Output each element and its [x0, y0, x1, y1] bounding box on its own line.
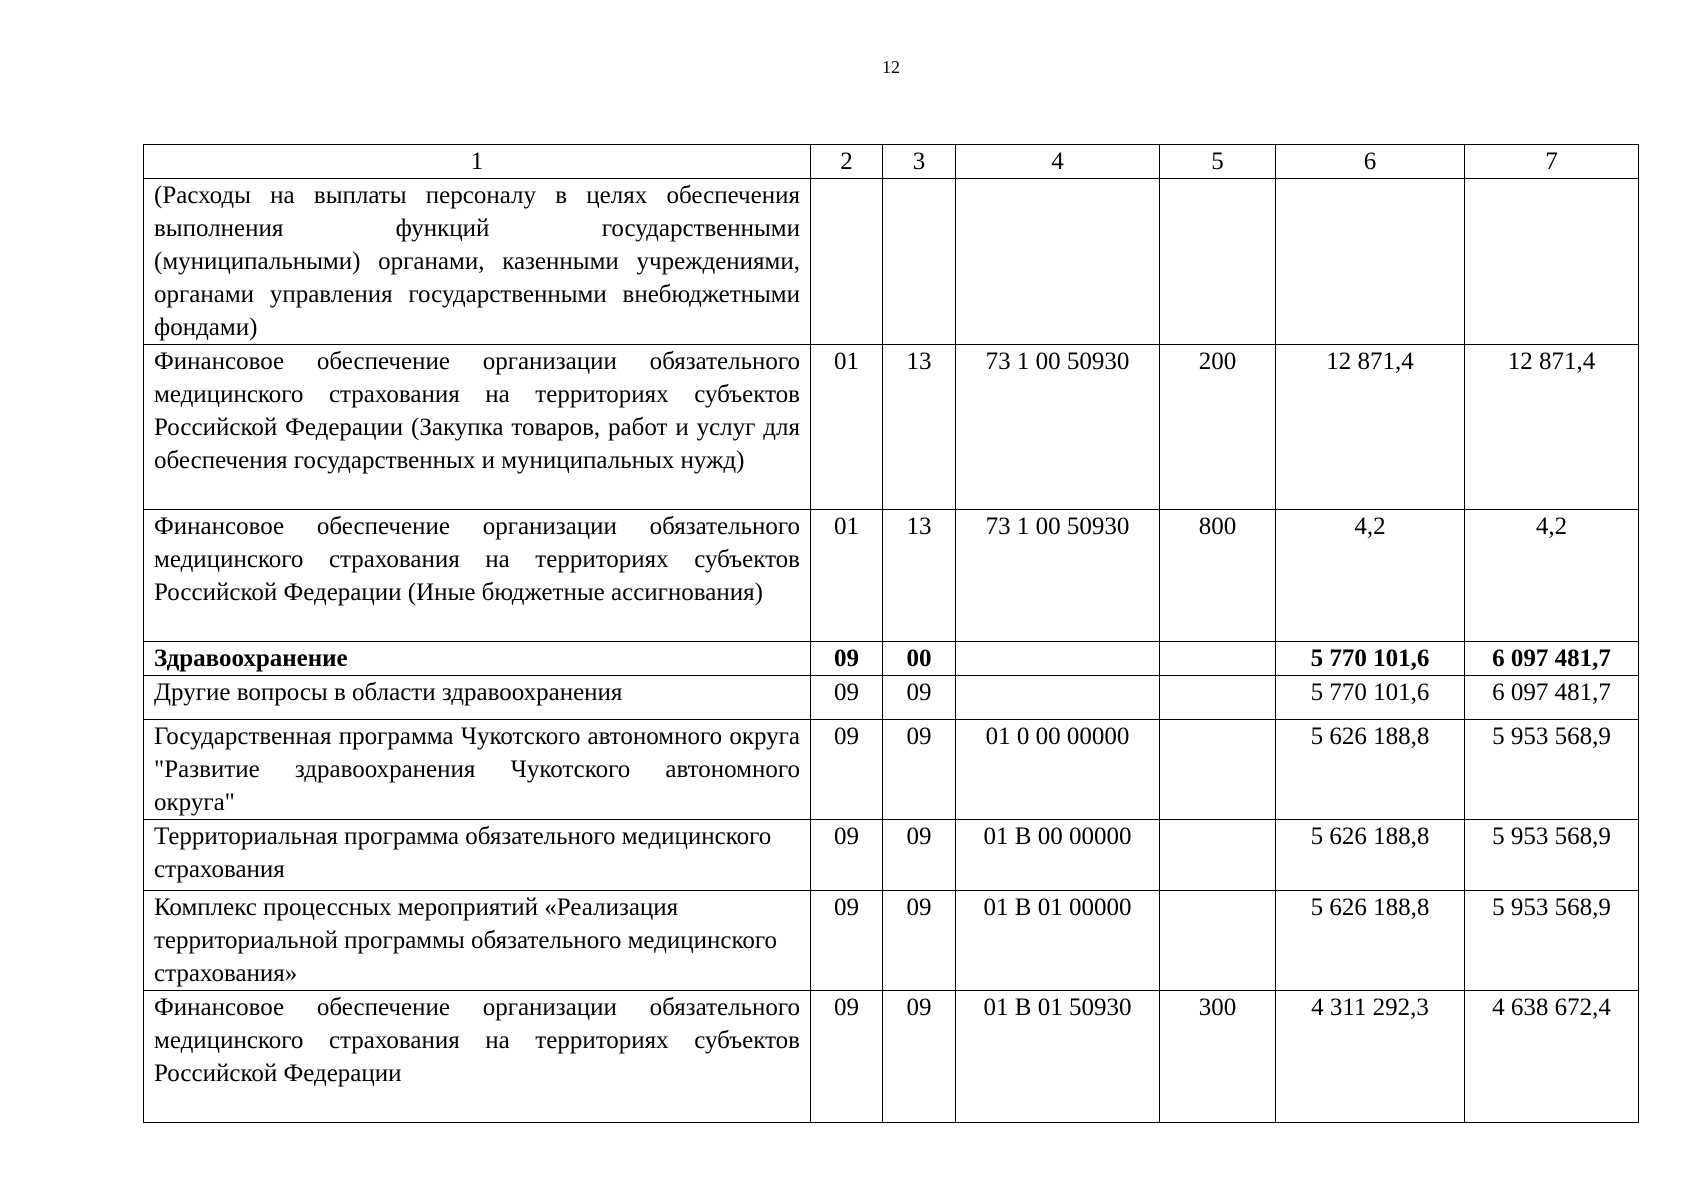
row-amount-year-2: 6 097 481,7 [1465, 676, 1639, 720]
row-expense-type [1160, 820, 1276, 891]
table-row [144, 179, 1639, 345]
header-col-4: 4 [956, 145, 1160, 179]
row-amount-year-1: 5 626 188,8 [1276, 891, 1465, 991]
row-amount-year-1: 4 311 292,3 [1276, 991, 1465, 1123]
row-amount-year-1 [1276, 179, 1465, 345]
row-target-article [956, 642, 1160, 676]
row-amount-year-2: 5 953 568,9 [1465, 820, 1639, 891]
header-col-1: 1 [144, 145, 811, 179]
row-expense-type [1160, 642, 1276, 676]
row-target-article: 73 1 00 50930 [956, 510, 1160, 642]
row-target-article: 01 В 00 00000 [956, 820, 1160, 891]
row-section: 09 [811, 891, 883, 991]
row-amount-year-1: 4,2 [1276, 510, 1465, 642]
row-amount-year-1: 5 770 101,6 [1276, 642, 1465, 676]
row-amount-year-2: 4 638 672,4 [1465, 991, 1639, 1123]
row-target-article: 01 В 01 00000 [956, 891, 1160, 991]
row-section: 09 [811, 676, 883, 720]
row-subsection: 09 [883, 891, 956, 991]
header-col-6: 6 [1276, 145, 1465, 179]
row-subsection: 13 [883, 510, 956, 642]
table-row [144, 720, 1639, 820]
row-expense-type [1160, 179, 1276, 345]
row-expense-type: 800 [1160, 510, 1276, 642]
row-expense-type: 300 [1160, 991, 1276, 1123]
row-name: Финансовое обеспечение организации обязательного медицинского страхования на территориях субъектов Российской Федерации (Закупка товаров, работ и услуг для обеспечения государственных и муниципальных нужд) [144, 345, 811, 510]
row-target-article [956, 676, 1160, 720]
row-amount-year-2: 4,2 [1465, 510, 1639, 642]
row-amount-year-2: 5 953 568,9 [1465, 720, 1639, 820]
table-header-row [144, 145, 1639, 179]
row-expense-type [1160, 891, 1276, 991]
table-row [144, 676, 1639, 720]
table-row [144, 510, 1639, 642]
row-amount-year-1: 12 871,4 [1276, 345, 1465, 510]
table-row [144, 642, 1639, 676]
row-expense-type [1160, 676, 1276, 720]
row-subsection: 09 [883, 676, 956, 720]
row-amount-year-1: 5 626 188,8 [1276, 820, 1465, 891]
row-amount-year-2: 5 953 568,9 [1465, 891, 1639, 991]
header-col-5: 5 [1160, 145, 1276, 179]
row-expense-type [1160, 720, 1276, 820]
row-amount-year-2 [1465, 179, 1639, 345]
row-section: 01 [811, 510, 883, 642]
row-amount-year-2: 12 871,4 [1465, 345, 1639, 510]
row-section: 09 [811, 991, 883, 1123]
row-target-article: 01 0 00 00000 [956, 720, 1160, 820]
table-row [144, 891, 1639, 991]
row-subsection: 09 [883, 720, 956, 820]
row-section: 09 [811, 642, 883, 676]
row-section [811, 179, 883, 345]
row-amount-year-2: 6 097 481,7 [1465, 642, 1639, 676]
row-amount-year-1: 5 770 101,6 [1276, 676, 1465, 720]
row-name: (Расходы на выплаты персоналу в целях обеспечения выполнения функций государственными (муниципальными) органами, казенными учреждениями, органами управления государственными внебюджетными фондами) [144, 179, 811, 345]
budget-table [143, 144, 1639, 1123]
header-col-2: 2 [811, 145, 883, 179]
row-subsection: 00 [883, 642, 956, 676]
row-name: Комплекс процессных мероприятий «Реализация территориальной программы обязательного медицинского страхования» [144, 891, 811, 991]
row-name: Территориальная программа обязательного медицинского страхования [144, 820, 811, 891]
row-name: Финансовое обеспечение организации обязательного медицинского страхования на территориях субъектов Российской Федерации [144, 991, 811, 1123]
row-amount-year-1: 5 626 188,8 [1276, 720, 1465, 820]
row-target-article: 73 1 00 50930 [956, 345, 1160, 510]
table-row [144, 345, 1639, 510]
row-subsection: 09 [883, 991, 956, 1123]
row-section: 01 [811, 345, 883, 510]
row-name: Другие вопросы в области здравоохранения [144, 676, 811, 720]
row-target-article [956, 179, 1160, 345]
row-section: 09 [811, 820, 883, 891]
table-row [144, 991, 1639, 1123]
header-col-3: 3 [883, 145, 956, 179]
row-name: Финансовое обеспечение организации обязательного медицинского страхования на территориях субъектов Российской Федерации (Иные бюджетные ассигнования) [144, 510, 811, 642]
row-subsection [883, 179, 956, 345]
row-expense-type: 200 [1160, 345, 1276, 510]
row-subsection: 09 [883, 820, 956, 891]
table-row [144, 820, 1639, 891]
row-target-article: 01 В 01 50930 [956, 991, 1160, 1123]
row-name: Государственная программа Чукотского автономного округа "Развитие здравоохранения Чукотского автономного округа" [144, 720, 811, 820]
row-name: Здравоохранение [144, 642, 811, 676]
row-section: 09 [811, 720, 883, 820]
page-number: 12 [882, 57, 900, 77]
row-subsection: 13 [883, 345, 956, 510]
header-col-7: 7 [1465, 145, 1639, 179]
